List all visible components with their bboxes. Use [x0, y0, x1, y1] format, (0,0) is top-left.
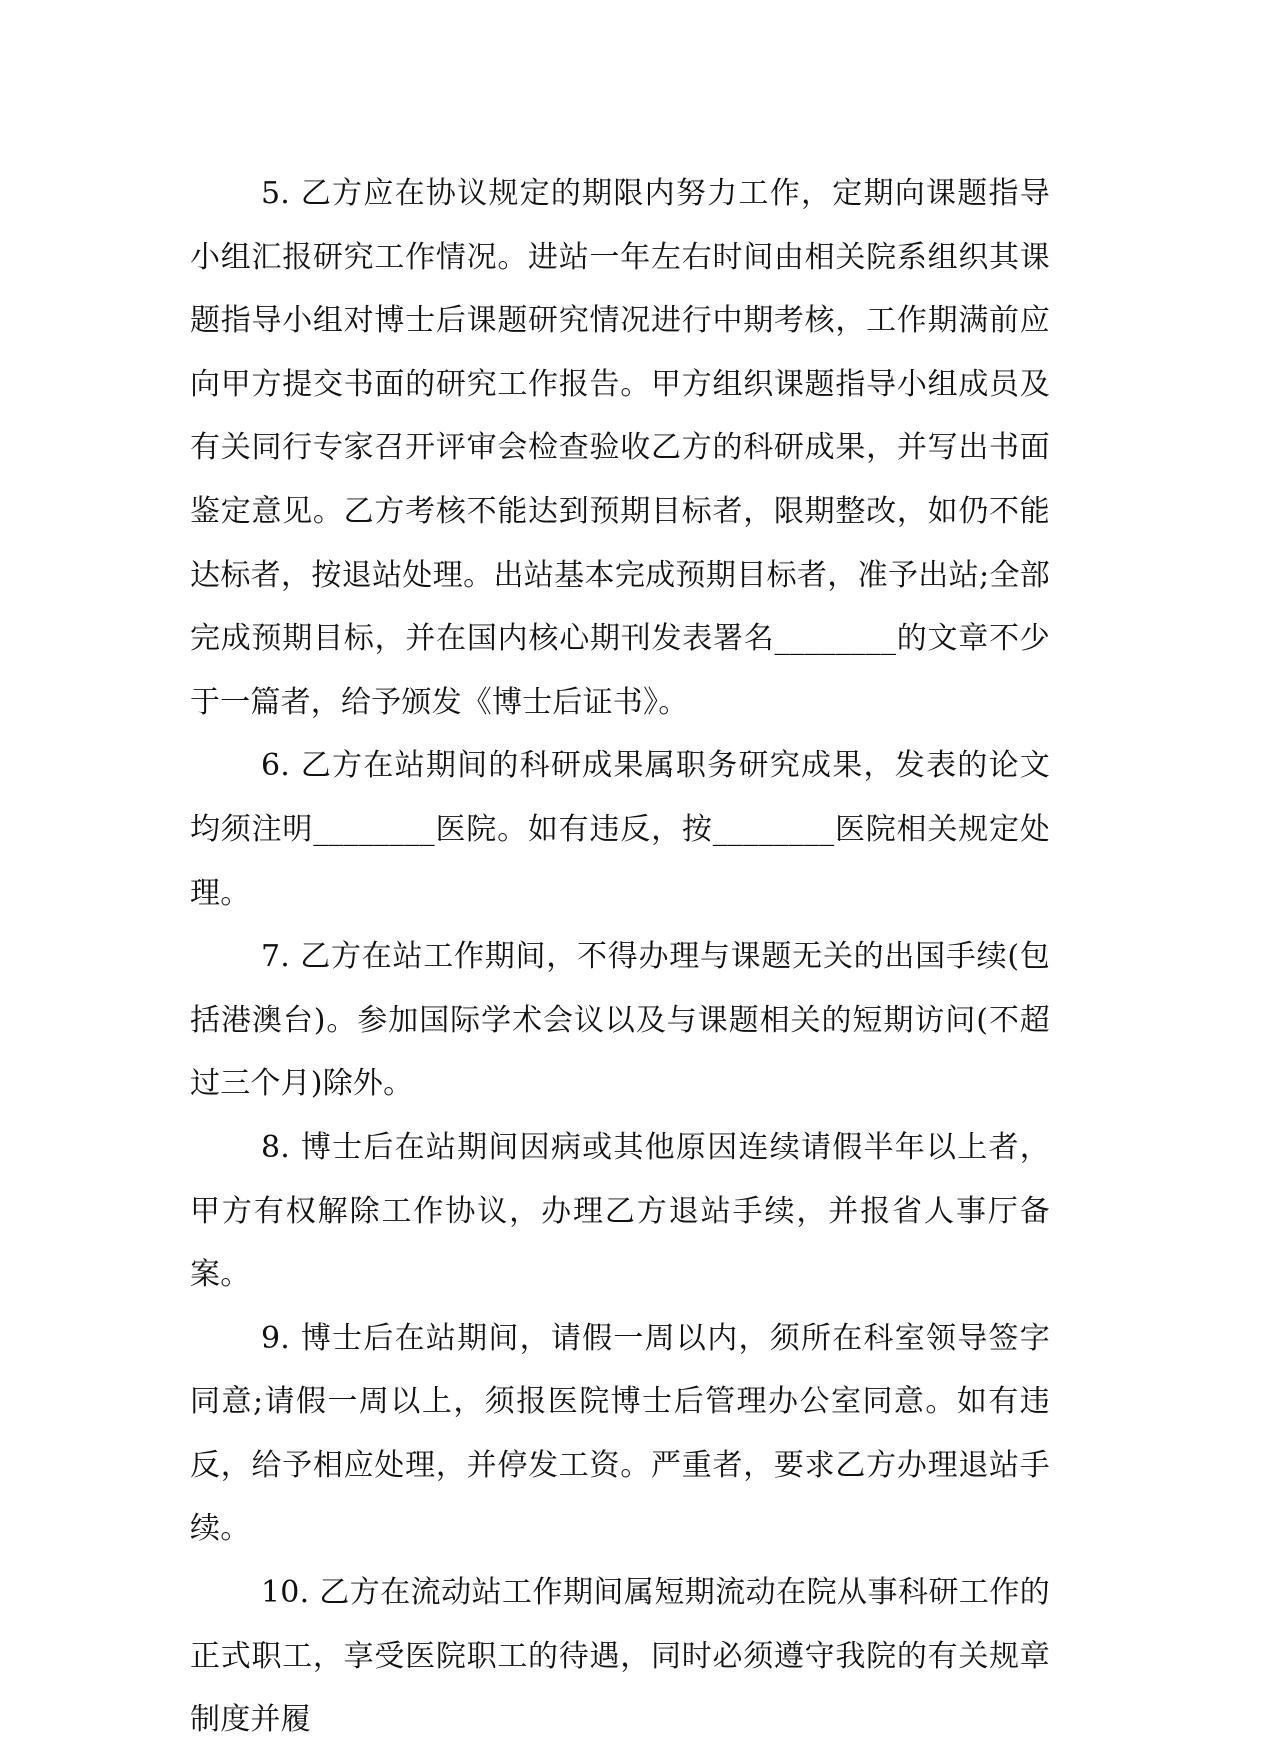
clause-8-paragraph: 8. 博士后在站期间因病或其他原因连续请假半年以上者，甲方有权解除工作协议，办理乙方退站手续，并报省人事厅备案。: [190, 1129, 1050, 1293]
clause-9-paragraph: 9. 博士后在站期间，请假一周以内，须所在科室领导签字同意;请假一周以上，须报医院博士后管理办公室同意。如有违反，给予相应处理，并停发工资。严重者，要求乙方办理退站手续。: [190, 1320, 1050, 1547]
clause-6-paragraph: 6. 乙方在站期间的科研成果属职务研究成果，发表的论文均须注明________医院。如有违反，按________医院相关规定处理。: [190, 748, 1050, 911]
clause-7-paragraph: 7. 乙方在站工作期间，不得办理与课题无关的出国手续(包括港澳台)。参加国际学术会议以及与课题相关的短期访问(不超过三个月)除外。: [190, 939, 1050, 1102]
clause-5-paragraph: 5. 乙方应在协议规定的期限内努力工作，定期向课题指导小组汇报研究工作情况。进站一年左右时间由相关院系组织其课题指导小组对博士后课题研究情况进行中期考核，工作期满前应向甲方提交书面的研究工作报告。甲方组织课题指导小组成员及有关同行专家召开评审会检查验收乙方的科研成果，并写出书面鉴定意见。乙方考核不能达到预期目标者，限期整改，如仍不能达标者，按退站处理。出站基本完成预期目标者，准予出站;全部完成预期目标，并在国内核心期刊发表署名________的文章不少于一篇者，给予颁发《博士后证书》。: [190, 176, 1050, 720]
document-body: [190, 162, 1050, 1752]
clause-10-paragraph: 10. 乙方在流动站工作期间属短期流动在院从事科研工作的正式职工，享受医院职工的待遇，同时必须遵守我院的有关规章制度并履: [190, 1575, 1050, 1738]
